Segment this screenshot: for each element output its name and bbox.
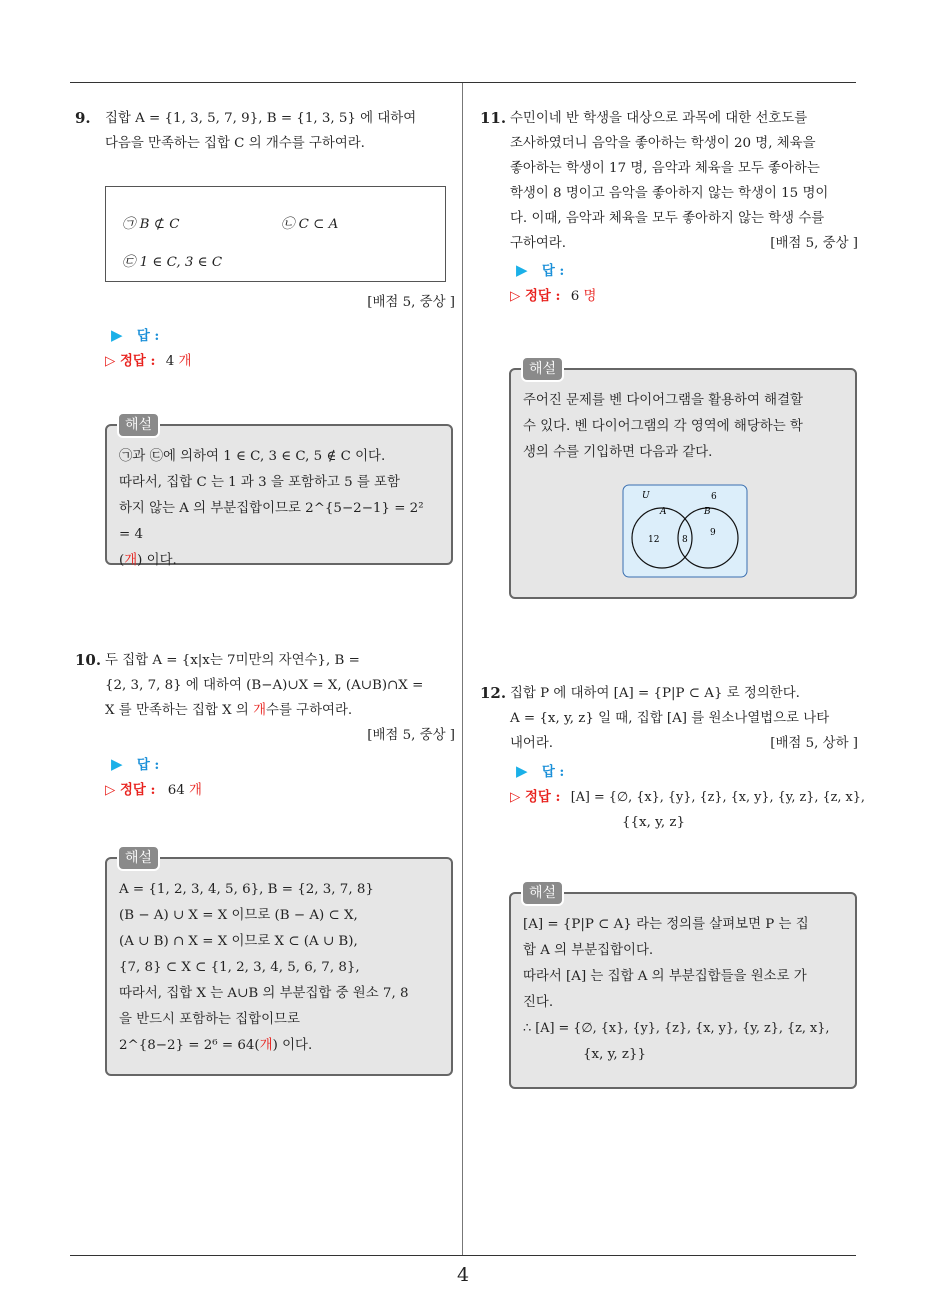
answer-label: 답 : (541, 263, 565, 279)
venn-universe-label: U (642, 491, 650, 501)
play-triangle-icon: ▶ (516, 762, 528, 780)
problem-text: 내어라. (510, 736, 554, 751)
play-triangle-icon: ▶ (111, 755, 123, 773)
page-number: 4 (456, 1264, 470, 1286)
solution-text: [A] = {P|P ⊂ A} 라는 정의를 살펴보면 P 는 집 (523, 917, 809, 932)
venn-b-label: B (704, 507, 711, 517)
solution-text: ㉠과 ㉢에 의하여 1 ∈ C, 3 ∈ C, 5 ∉ C 이다. (119, 449, 386, 464)
play-triangle-icon: ▶ (516, 261, 528, 279)
solution-text: (개) 이다. (119, 553, 177, 568)
solution-tab: 해설 (521, 880, 564, 906)
problem-11 (480, 106, 858, 309)
problem-text: 집합 P 에 대하여 [A] = {P|P ⊂ A} 로 정의한다. (510, 686, 800, 701)
solution-box (509, 368, 857, 599)
condition-3: ㉢ 1 ∈ C, 3 ∈ C (122, 255, 223, 270)
correct-answer-label: ▷ 정답 : (105, 782, 156, 798)
problem-9 (75, 106, 455, 156)
solution-text: A = {1, 2, 3, 4, 5, 6}, B = {2, 3, 7, 8} (119, 882, 374, 897)
solution-text: (A ∪ B) ∩ X = X 이므로 X ⊂ (A ∪ B), (119, 934, 358, 949)
problem-9-answers (105, 290, 455, 374)
venn-both-value: 8 (682, 535, 688, 545)
solution-text: 생의 수를 기입하면 다음과 같다. (523, 445, 713, 460)
score-label: [배점 5, 중상 ] (770, 236, 858, 251)
solution-tab: 해설 (521, 356, 564, 382)
correct-answer-value: 6 (570, 289, 580, 304)
solution-text: 하지 않는 A 의 부분집합이므로 2^{5−2−1} = 2² = 4 (119, 501, 424, 542)
problem-text: 학생이 8 명이고 음악을 좋아하지 않는 학생이 15 명이 (510, 186, 829, 201)
problem-10 (75, 648, 455, 803)
correct-answer-label: ▷ 정답 : (510, 789, 561, 805)
venn-outside-value: 6 (711, 492, 717, 502)
correct-answer-unit: 명 (583, 289, 597, 304)
correct-answer-label: ▷ 정답 : (105, 353, 156, 369)
score-label: [배점 5, 중상 ] (367, 295, 455, 310)
score-label: [배점 5, 상하 ] (770, 736, 858, 751)
correct-answer-value: [A] = {∅, {x}, {y}, {z}, {x, y}, {y, z}, {z, x}, (570, 790, 865, 805)
solution-text: ∴ [A] = {∅, {x}, {y}, {z}, {x, y}, {y, z}, {z, x}, (523, 1021, 830, 1036)
problem-text: 집합 A = {1, 3, 5, 7, 9}, B = {1, 3, 5} 에 대하여 (105, 111, 417, 126)
solution-text: (B − A) ∪ X = X 이므로 (B − A) ⊂ X, (119, 908, 358, 923)
problem-text: X 를 만족하는 집합 X 의 개수를 구하여라. (105, 703, 353, 718)
play-triangle-icon: ▶ (111, 326, 123, 344)
correct-answer-unit: 개 (189, 783, 202, 798)
problem-number: 9. (75, 109, 91, 127)
solution-box (105, 857, 453, 1076)
top-rule (70, 82, 856, 83)
problem-text: 수민이네 반 학생을 대상으로 과목에 대한 선호도를 (510, 111, 808, 126)
problem-text: 좋아하는 학생이 17 명, 음악과 체육을 모두 좋아하는 (510, 161, 820, 176)
correct-answer-value: 4 (165, 354, 175, 369)
venn-a-label: A (660, 507, 667, 517)
problem-text: 다. 이때, 음악과 체육을 모두 좋아하지 않는 학생 수를 (510, 211, 825, 226)
problem-number: 11. (480, 109, 507, 127)
answer-label: 답 : (541, 764, 565, 780)
solution-text: 합 A 의 부분집합이다. (523, 943, 654, 958)
solution-box (509, 892, 857, 1089)
solution-tab: 해설 (117, 412, 160, 438)
solution-text: {x, y, z}} (583, 1047, 646, 1062)
correct-answer-value: {{x, y, z} (622, 815, 685, 830)
correct-answer-value: 64 (167, 783, 185, 798)
solution-text: {7, 8} ⊂ X ⊂ {1, 2, 3, 4, 5, 6, 7, 8}, (119, 960, 360, 975)
condition-box (105, 186, 446, 282)
solution-text: 2^{8−2} = 2⁶ = 64(개) 이다. (119, 1038, 313, 1053)
venn-diagram (622, 484, 748, 578)
problem-text: {2, 3, 7, 8} 에 대하여 (B−A)∪X = X, (A∪B)∩X = (105, 678, 424, 693)
score-label: [배점 5, 중상 ] (367, 728, 455, 743)
solution-text: 수 있다. 벤 다이어그램의 각 영역에 해당하는 학 (523, 419, 803, 434)
problem-text: 조사하였더니 음악을 좋아하는 학생이 20 명, 체육을 (510, 136, 816, 151)
problem-number: 10. (75, 651, 102, 669)
solution-text: 진다. (523, 995, 554, 1010)
problem-number: 12. (480, 684, 507, 702)
problem-text: 다음을 만족하는 집합 C 의 개수를 구하여라. (105, 136, 365, 151)
solution-tab: 해설 (117, 845, 160, 871)
correct-answer-label: ▷ 정답 : (510, 288, 561, 304)
problem-text: A = {x, y, z} 일 때, 집합 [A] 를 원소나열법으로 나타 (510, 711, 830, 726)
answer-label: 답 : (136, 757, 160, 773)
column-divider (462, 83, 463, 1255)
solution-box (105, 424, 453, 568)
solution-text: 주어진 문제를 벤 다이어그램을 활용하여 해결할 (523, 393, 803, 408)
problem-text: 구하여라. (510, 236, 566, 251)
bottom-rule (70, 1255, 856, 1256)
correct-answer-unit: 개 (178, 354, 192, 369)
answer-label: 답 : (136, 328, 160, 344)
venn-a-only-value: 12 (648, 535, 660, 545)
problem-text: 두 집합 A = {x|x는 7미만의 자연수}, B = (105, 653, 360, 668)
problem-12 (480, 681, 865, 835)
solution-text: 을 반드시 포함하는 집합이므로 (119, 1012, 300, 1027)
solution-text: 따라서 [A] 는 집합 A 의 부분집합들을 원소로 가 (523, 969, 807, 984)
condition-1: ㉠ B ⊄ C (122, 217, 180, 232)
condition-2: ㉡ C ⊂ A (281, 217, 339, 232)
solution-text: 따라서, 집합 C 는 1 과 3 을 포함하고 5 를 포함 (119, 475, 400, 490)
venn-b-only-value: 9 (710, 528, 716, 538)
solution-text: 따라서, 집합 X 는 A∪B 의 부분집합 중 원소 7, 8 (119, 986, 409, 1001)
